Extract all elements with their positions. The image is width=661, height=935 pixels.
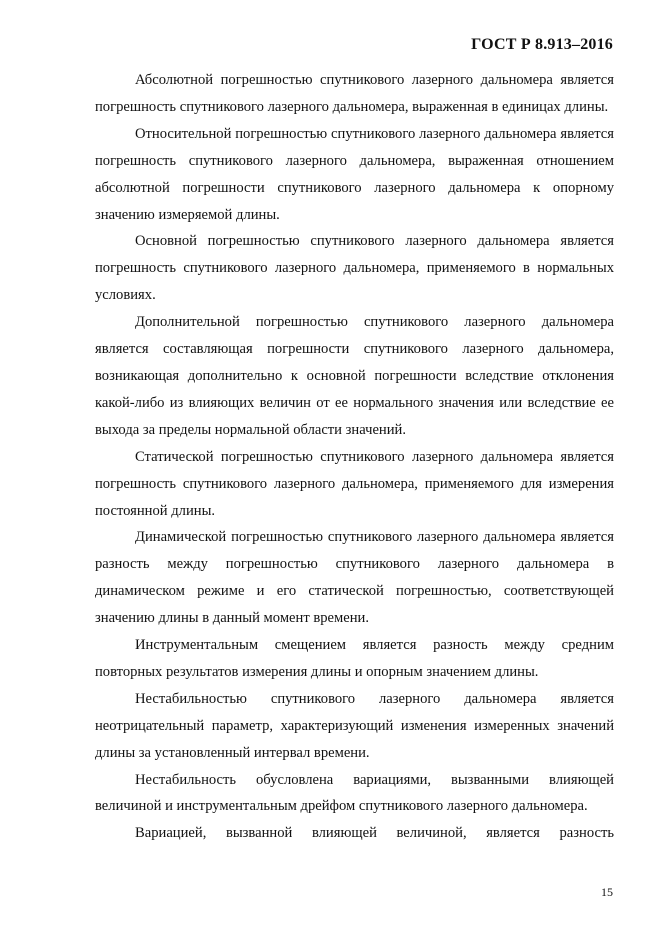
paragraph-variation: Вариацией, вызванной влияющей величиной, является разность bbox=[135, 825, 614, 842]
paragraph-instrumental-bias: Инструментальным смещением является разность между средним повторных результатов измерения длины и опорным значением длины. bbox=[95, 637, 614, 680]
document-header: ГОСТ Р 8.913–2016 bbox=[471, 36, 613, 53]
document-body bbox=[95, 67, 614, 847]
paragraph-relative-error: Относительной погрешностью спутникового лазерного дальномера является погрешность спутникового лазерного дальномера, выраженная отношением абсолютной погрешности спутникового лазерного дальномера к опорному значению измеряемой длины. bbox=[95, 125, 614, 223]
paragraph-dynamic-error: Динамической погрешностью спутникового лазерного дальномера является разность между погрешностью спутникового лазерного дальномера в динамическом режиме и его статической погрешностью, соответствующей значению длины в данный момент времени. bbox=[95, 529, 614, 627]
page-number: 15 bbox=[601, 885, 613, 899]
paragraph-instability-cause: Нестабильность обусловлена вариациями, вызванными влияющей величиной и инструментальным дрейфом спутникового лазерного дальномера. bbox=[95, 771, 614, 815]
paragraph-static-error: Статической погрешностью спутникового лазерного дальномера является погрешность спутникового лазерного дальномера, применяемого для измерения постоянной длины. bbox=[95, 448, 614, 519]
paragraph-basic-error: Основной погрешностью спутникового лазерного дальномера является погрешность спутникового лазерного дальномера, применяемого в нормальных условиях. bbox=[95, 233, 614, 304]
paragraph-absolute-error: Абсолютной погрешностью спутникового лазерного дальномера является погрешность спутникового лазерного дальномера, выраженная в единицах длины. bbox=[95, 72, 614, 115]
paragraph-additional-error: Дополнительной погрешностью спутникового лазерного дальномера является составляющая погрешности спутникового лазерного дальномера, возникающая дополнительно к основной погрешности вследствие отклонения какой-либо из влияющих величин от ее нормального значения или вследствие ее выхода за пределы нормальной области значений. bbox=[95, 314, 614, 438]
paragraph-instability: Нестабильностью спутникового лазерного дальномера является неотрицательный параметр, характеризующий изменения измеренных значений длины за установленный интервал времени. bbox=[95, 690, 614, 761]
